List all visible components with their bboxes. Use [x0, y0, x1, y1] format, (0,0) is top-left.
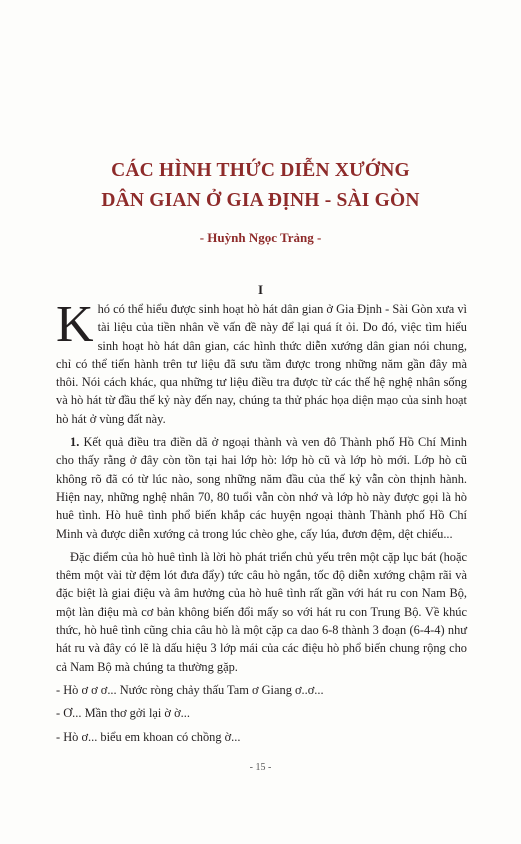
paragraph-3: Đặc điểm của hò huê tình là lời hò phát triển chủ yếu trên một cặp lục bát (hoặc thêm một vài từ đệm lót đưa đẩy) tức câu hò ngắn, tốc độ diễn xướng chậm rãi và đặc biệt là giai điệu và âm hưởng của hò huê tình rất gần với hát ru con Nam Bộ, một làn điệu mà cơ bản không biến đổi mấy so với hát ru con Trung Bộ. Về khúc thức, hò huê tình cũng chia câu hò là một cặp ca dao 6-8 thành 3 đoạn (6-4-4) như hát ru và đây có lẽ là dấu hiệu 3 lớp mái của các điệu hò phổ biến chung rộng cho cả Nam Bộ mà chúng ta thường gặp.: [56, 549, 467, 674]
paragraph-1-text: hó có thể hiểu được sinh hoạt hò hát dân gian ở Gia Định - Sài Gòn xưa vì tài liệu của tiền nhân về vấn đề này để lại quá ít ỏi. Do đó, việc tìm hiểu sinh hoạt hò hát dân gian, các hình thức diễn xướng dân gian nói chung, chỉ có thể tiến hành trên tư liệu đã sưu tầm được trong những năm gần đây mà thôi. Nói cách khác, qua những tư liệu điều tra được từ các thế hệ nghệ nhân sống và hò hát từ đầu thế kỷ này đến nay, chúng ta thử phác họa diện mạo của sinh hoạt hò hát ở vùng đất này.: [56, 302, 467, 426]
paragraph-2-text: Kết quả điều tra điền dã ở ngoại thành và ven đô Thành phố Hồ Chí Minh cho thấy rằng ở đây còn tồn tại hai lớp hò: lớp hò cũ và lớp hò mới. Lớp hò cũ không rõ đã có từ lúc nào, song những năm đầu của thế kỷ vẫn còn thịnh hành. Hiện nay, những nghệ nhân 70, 80 tuổi vẫn còn nhớ và lớp hò này được gọi là hò huê tình. Hò huê tình phổ biến khắp các huyện ngoại thành Thành phố Hồ Chí Minh và được diễn xướng cả trong lúc chèo ghe, cấy lúa, đươn đệm, dệt chiếu...: [56, 435, 467, 541]
chapter-title-line-1: CÁC HÌNH THỨC DIỄN XƯỚNG: [111, 160, 410, 181]
body-text: [56, 296, 467, 746]
section-numeral: I: [257, 282, 264, 297]
paragraph-2-label: 1.: [70, 435, 80, 450]
verse-line-1: - Hò ơ ơ ơ... Nước ròng chảy thấu Tam ơ Giang ơ..ơ...: [56, 682, 324, 697]
author-name: - Huỳnh Ngọc Trảng -: [199, 230, 322, 245]
chapter-title-line-2: DÂN GIAN Ở GIA ĐỊNH - SÀI GÒN: [101, 190, 420, 211]
drop-cap: K: [56, 296, 94, 353]
verse-line-2: - Ơ... Mần thơ gởi lại ờ ờ...: [56, 706, 190, 721]
paragraph-1: [56, 296, 467, 428]
verse-line-3: - Hò ơ... biểu em khoan có chồng ờ...: [56, 729, 241, 744]
page-number: - 15 -: [249, 762, 272, 773]
paragraph-2: [56, 433, 467, 543]
